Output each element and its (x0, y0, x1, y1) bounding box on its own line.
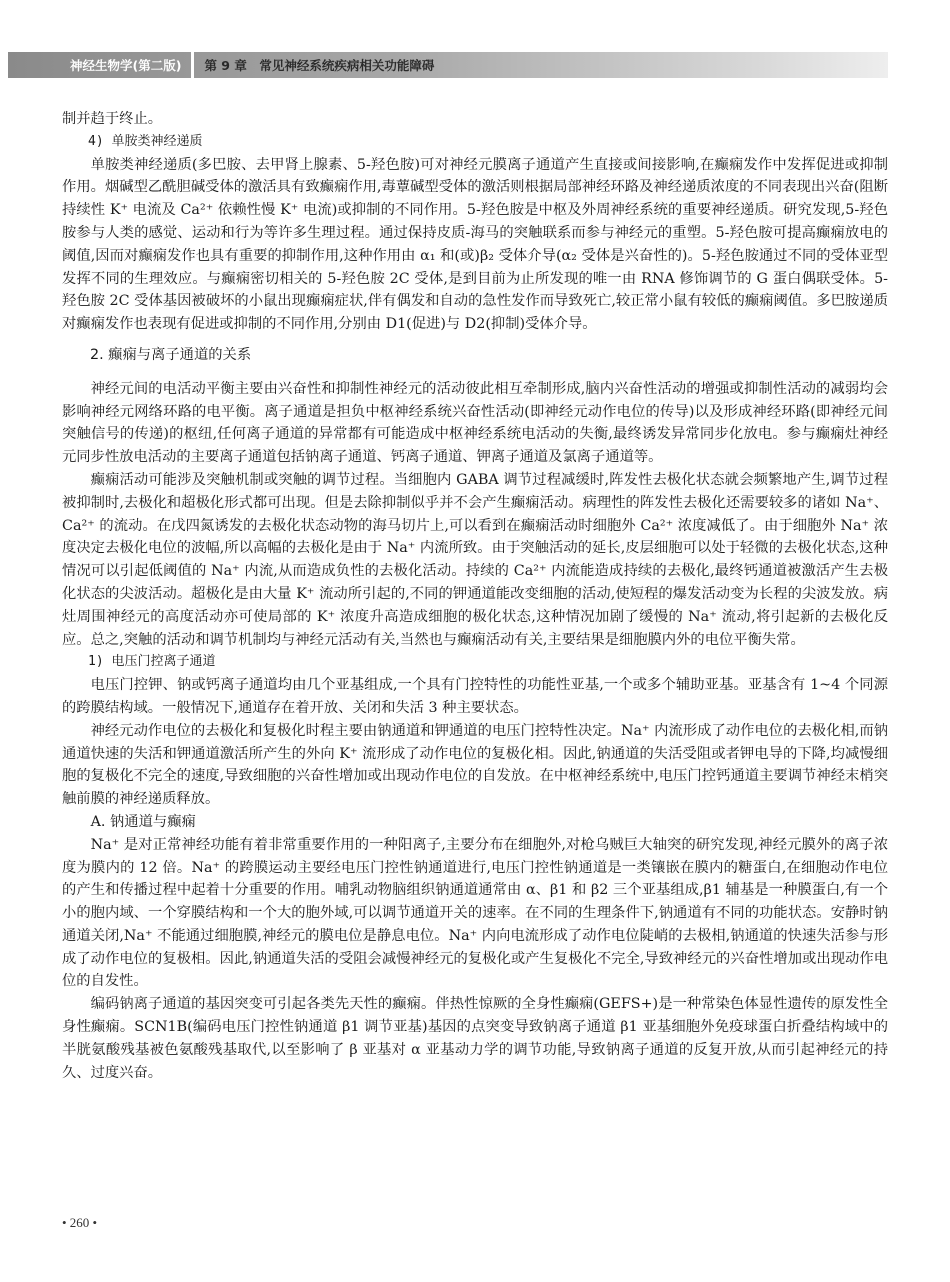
subsection-heading: 1) 电压门控离子通道 (88, 654, 216, 670)
book-title: 神经生物学(第二版) (70, 58, 182, 73)
chapter-title: 第 9 章 常见神经系统疾病相关功能障碍 (204, 58, 435, 73)
paragraph: 单胺类神经递质(多巴胺、去甲肾上腺素、5-羟色胺)可对神经元膜离子通道产生直接或间接影响,在癫痫发作中发挥促进或抑制作用。烟碱型乙酰胆碱受体的激活具有致癫痫作用,毒蕈碱型受体的激活则根据局部神经环路及神经递质浓度的不同表现出兴奋(阻断持续性 K⁺ 电流及 Ca²⁺ 依赖性慢 K⁺ 电流)或抑制的不同作用。5-羟色胺是中枢及外周神经系统的重要神经递质。研究发现,5-羟色胺参与人类的感觉、运动和行为等许多生理过程。通过保持皮质-海马的突触联系而参与神经元的重塑。5-羟色胺可提高癫痫放电的阈值,因而对癫痫发作也具有重要的抑制作用,这种作用由 α₁ 和(或)β₂ 受体介导(α₂ 受体是兴奋性的)。5-羟色胺通过不同的受体亚型发挥不同的生理效应。与癫痫密切相关的 5-羟色胺 2C 受体,是到目前为止所发现的唯一由 RNA 修饰调节的 G 蛋白偶联受体。5-羟色胺 2C 受体基因被破坏的小鼠出现癫痫症状,伴有偶发和自动的急性发作而导致死亡,较正常小鼠有较低的癫痫阈值。多巴胺递质对癫痫发作也表现有促进或抑制的不同作用,分别由 D1(促进)与 D2(抑制)受体介导。 (62, 156, 888, 333)
paragraph: 癫痫活动可能涉及突触机制或突触的调节过程。当细胞内 GABA 调节过程减缓时,阵发性去极化状态就会频繁地产生,调节过程被抑制时,去极化和超极化形式都可出现。但是去除抑制似乎并不会产生癫痫活动。病理性的阵发性去极化还需要较多的诸如 Na⁺、Ca²⁺ 的流动。在戊四氮诱发的去极化状态动物的海马切片上,可以看到在癫痫活动时细胞外 Ca²⁺ 浓度减低了。由于细胞外 Na⁺ 浓度决定去极化电位的波幅,所以高幅的去极化是由于 Na⁺ 内流所致。由于突触活动的延长,皮层细胞可以处于轻微的去极化状态,这种情况可以引起低阈值的 Na⁺ 内流,从而造成负性的去极化活动。持续的 Ca²⁺ 内流能造成持续的去极化,最终钙通道被激活产生去极化状态的尖波活动。超极化是由大量 K⁺ 流动所引起的,不同的钾通道能改变细胞的活动,使短程的爆发活动变为长程的尖波发放。病灶周围神经元的高度活动亦可使局部的 K⁺ 浓度升高造成细胞的极化状态,这种情况加剧了缓慢的 Na⁺ 流动,将引起新的去极化反应。总之,突触的活动和调节机制均与神经元活动有关,当然也与癫痫活动有关,主要结果是细胞膜内外的电位平衡失常。 (62, 471, 888, 648)
paragraph: 神经元动作电位的去极化和复极化时程主要由钠通道和钾通道的电压门控特性决定。Na⁺ 内流形成了动作电位的去极化相,而钠通道快速的失活和钾通道激活所产生的外向 K⁺ 流形成了动作电位的复极化相。因此,钠通道的失活受阻或者钾电导的下降,均减慢细胞的复极化不完全的速度,导致细胞的兴奋性增加或出现动作电位的自发放。在中枢神经系统中,电压门控钙通道主要调节神经末梢突触前膜的神经递质释放。 (62, 722, 888, 808)
section-heading: 2. 癫痫与离子通道的关系 (90, 346, 252, 363)
page-number: • 260 • (62, 1215, 98, 1230)
running-header (8, 52, 888, 78)
paragraph: 制并趋于终止。 (62, 111, 163, 127)
body-text (62, 108, 888, 1084)
subsection-heading: 4) 单胺类神经递质 (88, 133, 203, 149)
paragraph: 电压门控钾、钠或钙离子通道均由几个亚基组成,一个具有门控特性的功能性亚基,一个或多个辅助亚基。亚基含有 1~4 个同源的跨膜结构域。一般情况下,通道存在着开放、关闭和失活 3 种主要状态。 (62, 677, 888, 716)
subsubsection-heading: A. 钠通道与癫痫 (90, 813, 196, 830)
paragraph: 编码钠离子通道的基因突变可引起各类先天性的癫痫。伴热性惊厥的全身性癫痫(GEFS+)是一种常染色体显性遗传的原发性全身性癫痫。SCN1B(编码电压门控性钠通道 β1 调节亚基)基因的点突变导致钠离子通道 β1 亚基细胞外免疫球蛋白折叠结构域中的半胱氨酸残基被色氨酸残基取代,以至影响了 β 亚基对 α 亚基动力学的调节功能,导致钠离子通道的反复开放,从而引起神经元的持久、过度兴奋。 (62, 996, 888, 1081)
paragraph: 神经元间的电活动平衡主要由兴奋性和抑制性神经元的活动彼此相互牵制形成,脑内兴奋性活动的增强或抑制性活动的减弱均会影响神经元网络环路的电平衡。离子通道是担负中枢神经系统兴奋性活动(即神经元动作电位的传导)以及形成神经环路(即神经元间突触信号的传递)的枢纽,任何离子通道的异常都有可能造成中枢神经系统电活动的失衡,最终诱发异常同步化放电。参与癫痫灶神经元同步性放电活动的主要离子通道包括钠离子通道、钙离子通道、钾离子通道及氯离子通道等。 (62, 380, 888, 466)
paragraph: Na⁺ 是对正常神经功能有着非常重要作用的一种阳离子,主要分布在细胞外,对枪乌贼巨大轴突的研究发现,神经元膜外的离子浓度为膜内的 12 倍。Na⁺ 的跨膜运动主要经电压门控性钠通道进行,电压门控性钠通道是一类镶嵌在膜内的糖蛋白,在细胞动作电位的产生和传播过程中起着十分重要的作用。哺乳动物脑组织钠通道通常由 α、β1 和 β2 三个亚基组成,β1 辅基是一种膜蛋白,有一个小的胞内域、一个穿膜结构和一个大的胞外域,可以调节通道开关的速率。在不同的生理条件下,钠通道有不同的功能状态。安静时钠通道关闭,Na⁺ 不能通过细胞膜,神经元的膜电位是静息电位。Na⁺ 内向电流形成了动作电位陡峭的去极相,钠通道的快速失活参与形成了动作电位的复极相。因此,钠通道失活的受阻会减慢神经元的复极化或产生复极化不完全,导致神经元的兴奋性增加或出现动作电位的自发性。 (62, 836, 888, 990)
